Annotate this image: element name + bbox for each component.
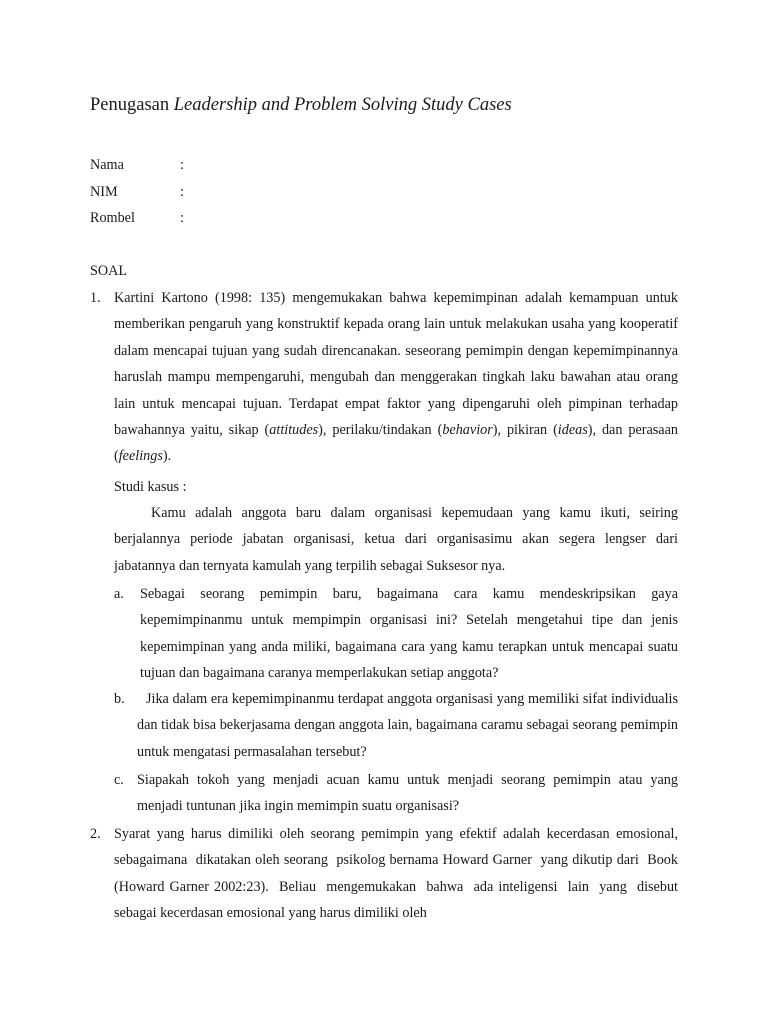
field-label-nim: NIM <box>90 184 118 200</box>
page-title <box>90 92 512 118</box>
field-label-nama: Nama <box>90 157 124 173</box>
term-ideas: ideas <box>557 422 588 439</box>
question-2-text: Syarat yang harus dimiliki oleh seorang pemimpin yang efektif adalah kecerdasan emosional, sebagaimana dikatakan oleh seorang psikolog bernama Howard Garner yang dikutip dari Book (Howard Garner 2002:23). Beliau mengemukakan bahwa ada inteligensi lain yang disebut sebagai kecerdasan emosional yang harus dimiliki oleh <box>114 826 686 922</box>
question-1-text: Kartini Kartono (1998: 135) mengemukakan bahwa kepemimpinan adalah kemampuan untuk memberikan pengaruh yang konstruktif kepada orang lain untuk melakukan usaha yang kooperatif dalam mencapai tujuan yang sudah direncanakan. seseorang pemimpin dengan kepemimpinannya haruslah mampu mempengaruhi, mengubah dan menggerakan tingkah laku bawahan atau orang lain untuk mencapai tujuan. Terdapat empat faktor yang dipengaruhi oleh pimpinan terhadap bawahannya yaitu, sikap (attitudes), perilaku/tindakan (behavior), pikiran (ideas), dan perasaan (feelings). <box>114 290 678 465</box>
sub-question-a: Sebagai seorang pemimpin baru, bagaimana cara kamu mendeskripsikan gaya kepemimpinanmu untuk mempimpin organisasi ini? Setelah mengetahui tipe dan jenis kepemimpinan yang anda miliki, bagaimana cara yang kamu terapkan untuk mencapai suatu tujuan dan bagaimana caranya memperlakukan setiap anggota? <box>140 586 678 682</box>
question-number-2: 2. <box>90 826 101 842</box>
title-italic: Leadership and Problem Solving Study Cases <box>173 95 512 115</box>
term-feelings: feelings <box>118 448 163 465</box>
field-label-rombel: Rombel <box>90 210 135 226</box>
field-nama <box>90 155 184 175</box>
field-colon-nama: : <box>180 157 184 173</box>
field-rombel <box>90 208 184 228</box>
term-behavior: behavior <box>442 422 493 439</box>
sub-letter-c: c. <box>114 772 124 788</box>
case-study-text: Kamu adalah anggota baru dalam organisasi kepemudaan yang kamu ikuti, seiring berjalannya periode jabatan organisasi, ketua dari organisasimu akan segera lengser dari jabatannya dan ternyata kamulah yang terpilih sebagai Suksesor nya. <box>114 505 678 574</box>
title-prefix: Penugasan <box>90 95 170 115</box>
field-nim <box>90 182 184 202</box>
sub-question-b: Jika dalam era kepemimpinanmu terdapat anggota organisasi yang memiliki sifat individualis dan tidak bisa bekerjasama dengan anggota lain, bagaimana caramu sebagai seorang pemimpin untuk mengatasi permasalahan tersebut? <box>137 691 678 760</box>
sub-question-c: Siapakah tokoh yang menjadi acuan kamu untuk menjadi seorang pemimpin atau yang menjadi tuntunan jika ingin memimpin suatu organisasi? <box>137 772 678 815</box>
sub-letter-a: a. <box>114 586 124 602</box>
studi-kasus-label: Studi kasus : <box>114 479 187 495</box>
field-colon-rombel: : <box>180 210 184 226</box>
term-attitudes: attitudes <box>269 422 319 439</box>
field-colon-nim: : <box>180 184 184 200</box>
question-number-1: 1. <box>90 290 101 306</box>
sub-letter-b: b. <box>114 691 125 707</box>
soal-heading: SOAL <box>90 263 128 279</box>
